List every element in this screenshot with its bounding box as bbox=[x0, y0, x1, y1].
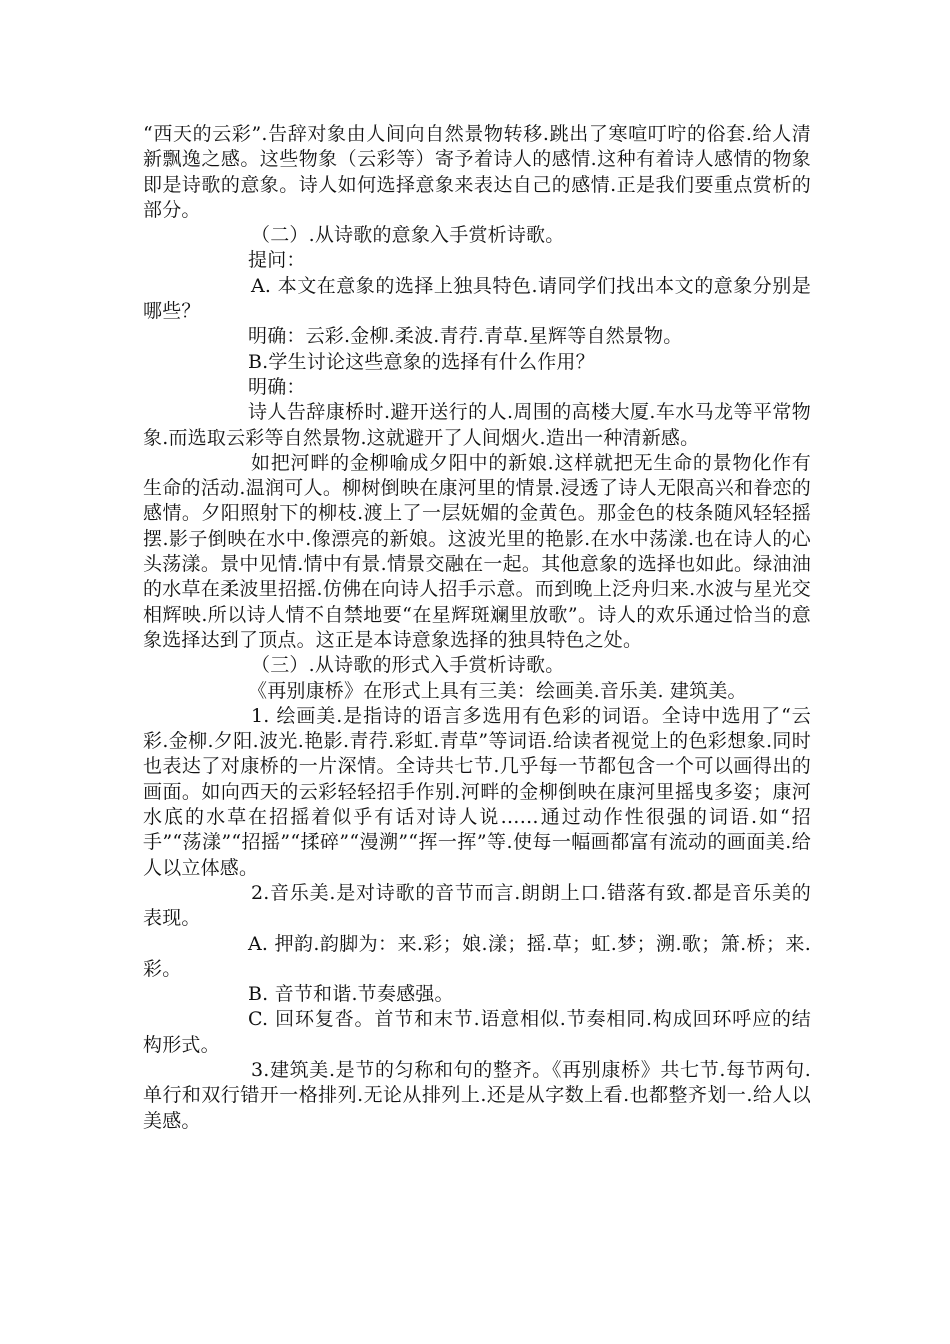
paragraph-music-b: B. 音节和谐.节奏感强。 bbox=[248, 983, 454, 1006]
section-heading-form: （三）.从诗歌的形式入手赏析诗歌。 bbox=[251, 654, 565, 677]
paragraph-question-label: 提问： bbox=[248, 249, 306, 272]
paragraph-answer-label: 明确： bbox=[248, 375, 306, 398]
paragraph-answer-a: 明确：云彩.金柳.柔波.青荇.青草.星辉等自然景物。 bbox=[248, 325, 683, 348]
paragraph-answer-b1: 诗人告辞康桥时.避开送行的人.周围的高楼大厦.车水马龙等平常物象.而选取云彩等自然景物.这就避开了人间烟火.造出一种清新感。 bbox=[143, 401, 811, 449]
section-heading-imagery: （二）.从诗歌的意象入手赏析诗歌。 bbox=[251, 224, 565, 247]
paragraph-answer-b2: 如把河畔的金柳喻成夕阳中的新娘.这样就把无生命的景物化作有生命的活动.温润可人。柳树倒映在康河里的情景.浸透了诗人无限高兴和眷恋的感情。夕阳照射下的柳枝.渡上了一层妩媚的金黄色。那金色的枝条随风轻轻摇摆.影子倒映在水中.像漂亮的新娘。这波光里的艳影.在水中荡漾.也在诗人的心头荡漾。景中见情.情中有景.情景交融在一起。其他意象的选择也如此。绿油油的水草在柔波里招摇.仿佛在向诗人招手示意。而到晚上泛舟归来.水波与星光交相辉映.所以诗人情不自禁地要“在星辉斑斓里放歌”。诗人的欢乐通过恰当的意象选择达到了顶点。这正是本诗意象选择的独具特色之处。 bbox=[143, 451, 811, 651]
paragraph-question-b: B.学生讨论这些意象的选择有什么作用？ bbox=[248, 350, 595, 373]
paragraph-painting-beauty: 1. 绘画美.是指诗的语言多选用有色彩的词语。全诗中选用了“云彩.金柳.夕阳.波光.艳影.青荇.彩虹.青草”等词语.给读者视觉上的色彩想象.同时也表达了对康桥的一片深情。全诗共七节.几乎每一节都包含一个可以画得出的画面。如向西天的云彩轻轻招手作别.河畔的金柳倒映在康河里摇曳多姿；康河水底的水草在招摇着似乎有话对诗人说……通过动作性很强的词语.如“招手”“荡漾”“招摇”“揉碎”“漫溯”“挥一挥”等.使每一幅画都富有流动的画面美.给人以立体感。 bbox=[143, 704, 811, 879]
paragraph-intro-continuation: “西天的云彩”.告辞对象由人间向自然景物转移.跳出了寒喧叮咛的俗套.给人清新飘逸之感。这些物象（云彩等）寄予着诗人的感情.这种有着诗人感情的物象即是诗歌的意象。诗人如何选择意象来表达自己的感情.正是我们要重点赏析的部分。 bbox=[143, 123, 811, 221]
paragraph-three-beauties: 《再别康桥》在形式上具有三美：绘画美.音乐美. 建筑美。 bbox=[248, 679, 747, 702]
document-body bbox=[143, 122, 811, 1134]
paragraph-music-a: A. 押韵.韵脚为：来.彩；娘.漾；摇.草；虹.梦；溯.歌；箫.桥；来.彩。 bbox=[143, 932, 811, 980]
paragraph-music-beauty: 2.音乐美.是对诗歌的音节而言.朗朗上口.错落有致.都是音乐美的表现。 bbox=[143, 881, 811, 930]
paragraph-music-c: C. 回环复沓。首节和末节.语意相似.节奏相同.构成回环呼应的结构形式。 bbox=[143, 1008, 811, 1056]
paragraph-architecture-beauty: 3.建筑美.是节的匀称和句的整齐。《再别康桥》共七节.每节两句.单行和双行错开一格排列.无论从排列上.还是从字数上看.也都整齐划一.给人以美感。 bbox=[143, 1058, 811, 1132]
paragraph-question-a: A. 本文在意象的选择上独具特色.请同学们找出本文的意象分别是哪些？ bbox=[143, 274, 811, 323]
